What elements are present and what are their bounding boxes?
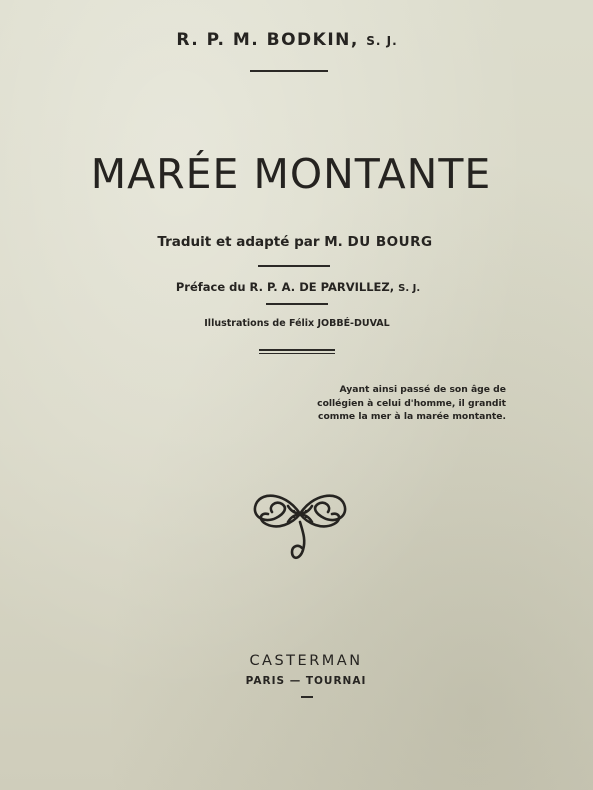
book-title: MARÉE MONTANTE bbox=[90, 150, 492, 198]
author-suffix: S. J. bbox=[366, 34, 398, 48]
illustrations-prefix: Illustrations de Félix bbox=[204, 318, 315, 329]
preface-rule bbox=[266, 303, 328, 305]
epigraph-line: comme la mer à la marée montante. bbox=[318, 411, 506, 422]
illustrations-line bbox=[204, 318, 389, 329]
preface-line bbox=[176, 280, 420, 294]
translator-prefix: Traduit et adapté par M. bbox=[157, 234, 343, 250]
illustrations-name: JOBBÉ-DUVAL bbox=[317, 318, 390, 329]
epigraph-line: Ayant ainsi passé de son âge de bbox=[339, 384, 506, 395]
translator-line bbox=[157, 234, 432, 250]
preface-suffix: S. J. bbox=[398, 283, 421, 294]
author-line bbox=[176, 30, 397, 50]
translator-rule bbox=[258, 265, 330, 267]
preface-name: DE PARVILLEZ, bbox=[299, 280, 395, 294]
author-name: R. P. M. BODKIN, bbox=[176, 30, 359, 50]
calligraphic-flourish-icon bbox=[248, 484, 352, 570]
publisher-cities: PARIS — TOURNAI bbox=[245, 675, 367, 687]
preface-prefix: Préface du R. P. A. bbox=[175, 280, 296, 294]
epigraph-line: collégien à celui d'homme, il grandit bbox=[317, 397, 506, 409]
closing-dash bbox=[301, 696, 313, 698]
epigraph bbox=[306, 383, 506, 424]
author-rule bbox=[250, 70, 328, 72]
publisher-name: CASTERMAN bbox=[249, 653, 363, 669]
double-rule-divider bbox=[259, 349, 335, 354]
translator-name: DU BOURG bbox=[347, 234, 433, 250]
